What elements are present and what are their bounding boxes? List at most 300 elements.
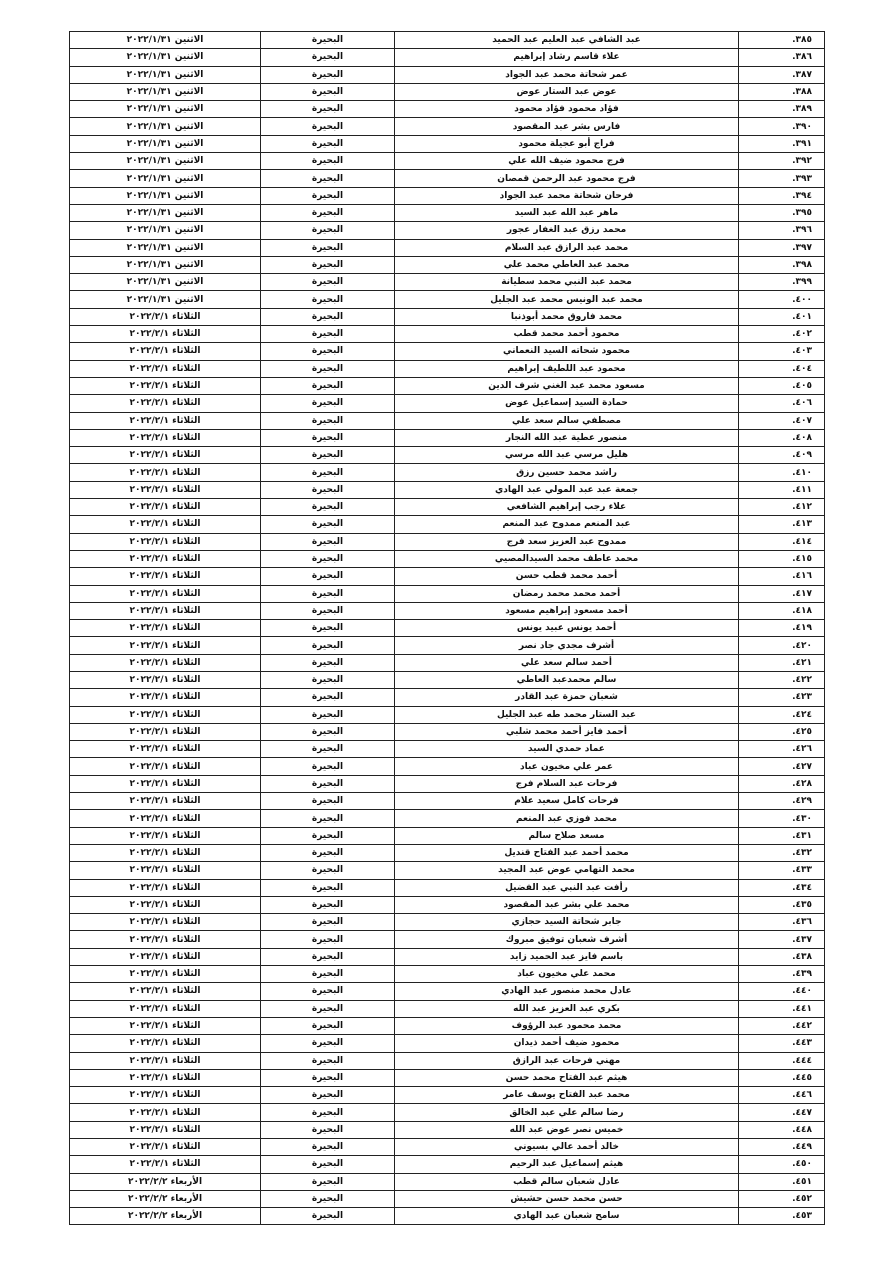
name-cell: أحمد مسعود إبراهيم مسعود [395, 602, 739, 619]
name-cell: محمد عبد العاطي محمد علي [395, 256, 739, 273]
row-number-cell: ٤١٤. [739, 533, 825, 550]
name-cell: فرج محمود عبد الرحمن قمصان [395, 170, 739, 187]
row-number-cell: ٤٠٦. [739, 395, 825, 412]
governorate-cell: البحيرة [261, 1104, 395, 1121]
table-row [70, 153, 825, 170]
name-cell: أشرف مجدي جاد نصر [395, 637, 739, 654]
row-number-cell: ٤٤٣. [739, 1035, 825, 1052]
row-number-cell: ٣٩٤. [739, 187, 825, 204]
date-cell: الثلاثاء ٢٠٢٢/٢/١ [70, 533, 261, 550]
date-cell: الثلاثاء ٢٠٢٢/٢/١ [70, 395, 261, 412]
name-cell: جابر شحاتة السيد حجازي [395, 914, 739, 931]
date-cell: الاثنين ٢٠٢٢/١/٣١ [70, 66, 261, 83]
date-cell: الثلاثاء ٢٠٢٢/٢/١ [70, 931, 261, 948]
name-cell: محمود شحاته السيد النعماني [395, 343, 739, 360]
name-cell: سالم محمدعبد العاطي [395, 671, 739, 688]
table-row [70, 135, 825, 152]
governorate-cell: البحيرة [261, 914, 395, 931]
name-cell: محمد عبد النبي محمد سطيانة [395, 274, 739, 291]
name-cell: هليل مرسي عبد الله مرسي [395, 447, 739, 464]
table-row [70, 983, 825, 1000]
governorate-cell: البحيرة [261, 1052, 395, 1069]
table-row [70, 775, 825, 792]
row-number-cell: ٤٢١. [739, 654, 825, 671]
table-row [70, 66, 825, 83]
name-cell: شعبان حمزة عبد القادر [395, 689, 739, 706]
name-cell: فرحات عبد السلام فرج [395, 775, 739, 792]
name-cell: محمد عاطف محمد السيدالمصيي [395, 550, 739, 567]
row-number-cell: ٤٢٢. [739, 671, 825, 688]
table-row [70, 239, 825, 256]
governorate-cell: البحيرة [261, 966, 395, 983]
date-cell: الثلاثاء ٢٠٢٢/٢/١ [70, 810, 261, 827]
governorate-cell: البحيرة [261, 464, 395, 481]
date-cell: الثلاثاء ٢٠٢٢/٢/١ [70, 1035, 261, 1052]
name-cell: هيثم عبد الفتاح محمد حسن [395, 1069, 739, 1086]
row-number-cell: ٤٢٩. [739, 793, 825, 810]
row-number-cell: ٣٨٨. [739, 83, 825, 100]
name-cell: فراج أبو عجيلة محمود [395, 135, 739, 152]
table-row [70, 222, 825, 239]
date-cell: الاثنين ٢٠٢٢/١/٣١ [70, 204, 261, 221]
governorate-cell: البحيرة [261, 862, 395, 879]
date-cell: الثلاثاء ٢٠٢٢/٢/١ [70, 1000, 261, 1017]
row-number-cell: ٤٢٤. [739, 706, 825, 723]
governorate-cell: البحيرة [261, 1173, 395, 1190]
date-cell: الثلاثاء ٢٠٢٢/٢/١ [70, 793, 261, 810]
row-number-cell: ٤٤٤. [739, 1052, 825, 1069]
table-row [70, 758, 825, 775]
row-number-cell: ٣٨٥. [739, 32, 825, 49]
date-cell: الاثنين ٢٠٢٢/١/٣١ [70, 222, 261, 239]
table-row [70, 274, 825, 291]
row-number-cell: ٣٨٧. [739, 66, 825, 83]
name-cell: عمر علي مخيون عباد [395, 758, 739, 775]
governorate-cell: البحيرة [261, 377, 395, 394]
table-row [70, 948, 825, 965]
governorate-cell: البحيرة [261, 499, 395, 516]
table-row [70, 793, 825, 810]
date-cell: الثلاثاء ٢٠٢٢/٢/١ [70, 412, 261, 429]
table-row [70, 32, 825, 49]
table-row [70, 896, 825, 913]
table-row [70, 343, 825, 360]
row-number-cell: ٤٣١. [739, 827, 825, 844]
date-cell: الثلاثاء ٢٠٢٢/٢/١ [70, 844, 261, 861]
governorate-cell: البحيرة [261, 135, 395, 152]
row-number-cell: ٤١١. [739, 481, 825, 498]
row-number-cell: ٤١٧. [739, 585, 825, 602]
governorate-cell: البحيرة [261, 1156, 395, 1173]
date-cell: الثلاثاء ٢٠٢٢/٢/١ [70, 896, 261, 913]
date-cell: الثلاثاء ٢٠٢٢/٢/١ [70, 1017, 261, 1034]
name-cell: أشرف شعبان توفيق مبروك [395, 931, 739, 948]
row-number-cell: ٤٢٧. [739, 758, 825, 775]
table-row [70, 931, 825, 948]
row-number-cell: ٣٨٩. [739, 101, 825, 118]
governorate-cell: البحيرة [261, 481, 395, 498]
governorate-cell: البحيرة [261, 533, 395, 550]
governorate-cell: البحيرة [261, 1087, 395, 1104]
table-row [70, 654, 825, 671]
table-row [70, 1190, 825, 1207]
name-cell: علاء قاسم رشاد إبراهيم [395, 49, 739, 66]
name-cell: أحمد فايز أحمد محمد شلبي [395, 723, 739, 740]
governorate-cell: البحيرة [261, 291, 395, 308]
table-row [70, 689, 825, 706]
table-row [70, 1017, 825, 1034]
table-row [70, 671, 825, 688]
date-cell: الثلاثاء ٢٠٢٢/٢/١ [70, 464, 261, 481]
table-row [70, 723, 825, 740]
name-cell: ماهر عبد الله عبد السيد [395, 204, 739, 221]
date-cell: الثلاثاء ٢٠٢٢/٢/١ [70, 1121, 261, 1138]
governorate-cell: البحيرة [261, 810, 395, 827]
governorate-cell: البحيرة [261, 793, 395, 810]
governorate-cell: البحيرة [261, 706, 395, 723]
row-number-cell: ٤١٩. [739, 620, 825, 637]
row-number-cell: ٤٤٧. [739, 1104, 825, 1121]
governorate-cell: البحيرة [261, 654, 395, 671]
name-cell: خميس نصر عوض عبد الله [395, 1121, 739, 1138]
table-row [70, 706, 825, 723]
name-cell: حمادة السيد إسماعيل عوض [395, 395, 739, 412]
row-number-cell: ٤٣٥. [739, 896, 825, 913]
date-cell: الثلاثاء ٢٠٢٢/٢/١ [70, 1052, 261, 1069]
table-row [70, 533, 825, 550]
date-cell: الاثنين ٢٠٢٢/١/٣١ [70, 239, 261, 256]
row-number-cell: ٤٠١. [739, 308, 825, 325]
name-cell: هيثم إسماعيل عبد الرحيم [395, 1156, 739, 1173]
governorate-cell: البحيرة [261, 1069, 395, 1086]
row-number-cell: ٤٤٦. [739, 1087, 825, 1104]
date-cell: الاثنين ٢٠٢٢/١/٣١ [70, 170, 261, 187]
records-table-body [70, 32, 825, 1225]
table-row [70, 101, 825, 118]
name-cell: محمود أحمد محمد قطب [395, 326, 739, 343]
name-cell: أحمد يونس عبيد يونس [395, 620, 739, 637]
name-cell: عمر شحاتة محمد عبد الجواد [395, 66, 739, 83]
governorate-cell: البحيرة [261, 326, 395, 343]
date-cell: الأربعاء ٢٠٢٢/٢/٢ [70, 1190, 261, 1207]
name-cell: مسعد صلاح سالم [395, 827, 739, 844]
row-number-cell: ٤٣٧. [739, 931, 825, 948]
date-cell: الثلاثاء ٢٠٢٢/٢/١ [70, 983, 261, 1000]
row-number-cell: ٤٣٠. [739, 810, 825, 827]
table-row [70, 204, 825, 221]
row-number-cell: ٤٣٢. [739, 844, 825, 861]
governorate-cell: البحيرة [261, 1000, 395, 1017]
governorate-cell: البحيرة [261, 1190, 395, 1207]
row-number-cell: ٣٩٥. [739, 204, 825, 221]
name-cell: عادل شعبان سالم قطب [395, 1173, 739, 1190]
date-cell: الأربعاء ٢٠٢٢/٢/٢ [70, 1173, 261, 1190]
table-row [70, 516, 825, 533]
name-cell: محمود ضيف أحمد ذيدان [395, 1035, 739, 1052]
row-number-cell: ٤٠٨. [739, 429, 825, 446]
document-table-container [69, 31, 824, 1225]
governorate-cell: البحيرة [261, 775, 395, 792]
name-cell: محمد فاروق محمد أبوذنبا [395, 308, 739, 325]
name-cell: أحمد محمد محمد رمضان [395, 585, 739, 602]
table-row [70, 377, 825, 394]
row-number-cell: ٤٤٨. [739, 1121, 825, 1138]
name-cell: مصطفي سالم سعد علي [395, 412, 739, 429]
table-row [70, 118, 825, 135]
date-cell: الثلاثاء ٢٠٢٢/٢/١ [70, 879, 261, 896]
name-cell: بكري عبد العزيز عبد الله [395, 1000, 739, 1017]
row-number-cell: ٤٥٣. [739, 1208, 825, 1225]
governorate-cell: البحيرة [261, 395, 395, 412]
governorate-cell: البحيرة [261, 879, 395, 896]
date-cell: الثلاثاء ٢٠٢٢/٢/١ [70, 637, 261, 654]
date-cell: الاثنين ٢٠٢٢/١/٣١ [70, 135, 261, 152]
governorate-cell: البحيرة [261, 49, 395, 66]
name-cell: عماد حمدي السيد [395, 741, 739, 758]
governorate-cell: البحيرة [261, 343, 395, 360]
date-cell: الثلاثاء ٢٠٢٢/٢/١ [70, 1139, 261, 1156]
name-cell: محمد عبد الفتاح يوسف عامر [395, 1087, 739, 1104]
table-row [70, 1000, 825, 1017]
table-row [70, 395, 825, 412]
row-number-cell: ٣٩٢. [739, 153, 825, 170]
row-number-cell: ٤٠٤. [739, 360, 825, 377]
row-number-cell: ٤٠٩. [739, 447, 825, 464]
table-row [70, 49, 825, 66]
name-cell: فارس بشر عبد المقصود [395, 118, 739, 135]
row-number-cell: ٣٩٠. [739, 118, 825, 135]
table-row [70, 602, 825, 619]
row-number-cell: ٤٠٧. [739, 412, 825, 429]
table-row [70, 966, 825, 983]
governorate-cell: البحيرة [261, 412, 395, 429]
table-row [70, 412, 825, 429]
row-number-cell: ٤١٢. [739, 499, 825, 516]
governorate-cell: البحيرة [261, 844, 395, 861]
governorate-cell: البحيرة [261, 758, 395, 775]
table-row [70, 1208, 825, 1225]
date-cell: الثلاثاء ٢٠٢٢/٢/١ [70, 723, 261, 740]
row-number-cell: ٣٩٣. [739, 170, 825, 187]
name-cell: حسن محمد حسن حشيش [395, 1190, 739, 1207]
date-cell: الثلاثاء ٢٠٢٢/٢/١ [70, 360, 261, 377]
date-cell: الاثنين ٢٠٢٢/١/٣١ [70, 32, 261, 49]
table-row [70, 585, 825, 602]
row-number-cell: ٤٣٦. [739, 914, 825, 931]
governorate-cell: البحيرة [261, 983, 395, 1000]
date-cell: الثلاثاء ٢٠٢٢/٢/١ [70, 499, 261, 516]
name-cell: محمود عبد اللطيف إبراهيم [395, 360, 739, 377]
table-row [70, 568, 825, 585]
governorate-cell: البحيرة [261, 1139, 395, 1156]
row-number-cell: ٤١٣. [739, 516, 825, 533]
name-cell: محمد محمود عبد الرؤوف [395, 1017, 739, 1034]
governorate-cell: البحيرة [261, 671, 395, 688]
table-row [70, 1069, 825, 1086]
governorate-cell: البحيرة [261, 1035, 395, 1052]
date-cell: الثلاثاء ٢٠٢٢/٢/١ [70, 308, 261, 325]
row-number-cell: ٤٢٦. [739, 741, 825, 758]
row-number-cell: ٤٥٠. [739, 1156, 825, 1173]
governorate-cell: البحيرة [261, 308, 395, 325]
table-row [70, 620, 825, 637]
date-cell: الاثنين ٢٠٢٢/١/٣١ [70, 83, 261, 100]
date-cell: الثلاثاء ٢٠٢٢/٢/١ [70, 326, 261, 343]
table-row [70, 879, 825, 896]
name-cell: مهني فرحات عبد الرازق [395, 1052, 739, 1069]
table-row [70, 827, 825, 844]
date-cell: الاثنين ٢٠٢٢/١/٣١ [70, 49, 261, 66]
row-number-cell: ٣٩٦. [739, 222, 825, 239]
table-row [70, 1087, 825, 1104]
row-number-cell: ٣٨٦. [739, 49, 825, 66]
governorate-cell: البحيرة [261, 170, 395, 187]
table-row [70, 481, 825, 498]
name-cell: أحمد محمد قطب حسن [395, 568, 739, 585]
row-number-cell: ٤٤٠. [739, 983, 825, 1000]
date-cell: الثلاثاء ٢٠٢٢/٢/١ [70, 914, 261, 931]
date-cell: الثلاثاء ٢٠٢٢/٢/١ [70, 706, 261, 723]
governorate-cell: البحيرة [261, 516, 395, 533]
date-cell: الثلاثاء ٢٠٢٢/٢/١ [70, 516, 261, 533]
date-cell: الثلاثاء ٢٠٢٢/٢/١ [70, 1069, 261, 1086]
name-cell: أحمد سالم سعد علي [395, 654, 739, 671]
governorate-cell: البحيرة [261, 429, 395, 446]
governorate-cell: البحيرة [261, 620, 395, 637]
name-cell: عبد المنعم ممدوح عبد المنعم [395, 516, 739, 533]
name-cell: محمد فوزي عبد المنعم [395, 810, 739, 827]
governorate-cell: البحيرة [261, 239, 395, 256]
row-number-cell: ٣٩١. [739, 135, 825, 152]
name-cell: راشد محمد حسين رزق [395, 464, 739, 481]
name-cell: مسعود محمد عبد الغني شرف الدين [395, 377, 739, 394]
name-cell: محمد علي مخيون عباد [395, 966, 739, 983]
row-number-cell: ٣٩٩. [739, 274, 825, 291]
date-cell: الثلاثاء ٢٠٢٢/٢/١ [70, 602, 261, 619]
governorate-cell: البحيرة [261, 204, 395, 221]
governorate-cell: البحيرة [261, 187, 395, 204]
row-number-cell: ٤٤٢. [739, 1017, 825, 1034]
name-cell: محمد عبد الرازق عبد السلام [395, 239, 739, 256]
governorate-cell: البحيرة [261, 360, 395, 377]
governorate-cell: البحيرة [261, 896, 395, 913]
date-cell: الاثنين ٢٠٢٢/١/٣١ [70, 153, 261, 170]
governorate-cell: البحيرة [261, 66, 395, 83]
date-cell: الثلاثاء ٢٠٢٢/٢/١ [70, 1087, 261, 1104]
date-cell: الثلاثاء ٢٠٢٢/٢/١ [70, 585, 261, 602]
row-number-cell: ٤٥٢. [739, 1190, 825, 1207]
table-row [70, 1104, 825, 1121]
row-number-cell: ٤٠٠. [739, 291, 825, 308]
table-row [70, 308, 825, 325]
table-row [70, 550, 825, 567]
name-cell: خالد أحمد عالي بسيوني [395, 1139, 739, 1156]
date-cell: الاثنين ٢٠٢٢/١/٣١ [70, 274, 261, 291]
date-cell: الثلاثاء ٢٠٢٢/٢/١ [70, 568, 261, 585]
table-row [70, 1173, 825, 1190]
date-cell: الثلاثاء ٢٠٢٢/٢/١ [70, 671, 261, 688]
governorate-cell: البحيرة [261, 153, 395, 170]
name-cell: ممدوح عبد العزيز سعد فرج [395, 533, 739, 550]
name-cell: محمد علي بشر عبد المقصود [395, 896, 739, 913]
governorate-cell: البحيرة [261, 948, 395, 965]
table-row [70, 844, 825, 861]
table-row [70, 1139, 825, 1156]
name-cell: محمد رزق عبد الغفار عجور [395, 222, 739, 239]
governorate-cell: البحيرة [261, 602, 395, 619]
table-row [70, 810, 825, 827]
date-cell: الثلاثاء ٢٠٢٢/٢/١ [70, 862, 261, 879]
name-cell: فرج محمود ضيف الله علي [395, 153, 739, 170]
governorate-cell: البحيرة [261, 931, 395, 948]
row-number-cell: ٤٣٣. [739, 862, 825, 879]
governorate-cell: البحيرة [261, 101, 395, 118]
governorate-cell: البحيرة [261, 1017, 395, 1034]
table-row [70, 1052, 825, 1069]
name-cell: منصور عطية عبد الله النجار [395, 429, 739, 446]
row-number-cell: ٤٠٣. [739, 343, 825, 360]
name-cell: محمد التهامي عوض عبد المجيد [395, 862, 739, 879]
name-cell: فرحات كامل سعيد علام [395, 793, 739, 810]
row-number-cell: ٤٠٥. [739, 377, 825, 394]
date-cell: الثلاثاء ٢٠٢٢/٢/١ [70, 377, 261, 394]
table-row [70, 1156, 825, 1173]
name-cell: عبد الشافي عبد العليم عبد الحميد [395, 32, 739, 49]
name-cell: عوض عبد الستار عوض [395, 83, 739, 100]
governorate-cell: البحيرة [261, 723, 395, 740]
name-cell: علاء رجب إبراهيم الشافعي [395, 499, 739, 516]
governorate-cell: البحيرة [261, 585, 395, 602]
row-number-cell: ٤٢٨. [739, 775, 825, 792]
table-row [70, 291, 825, 308]
table-row [70, 741, 825, 758]
name-cell: عبد الستار محمد طه عبد الجليل [395, 706, 739, 723]
date-cell: الاثنين ٢٠٢٢/١/٣١ [70, 187, 261, 204]
name-cell: فرحان شحاتة محمد عبد الجواد [395, 187, 739, 204]
governorate-cell: البحيرة [261, 118, 395, 135]
date-cell: الثلاثاء ٢٠٢٢/٢/١ [70, 447, 261, 464]
row-number-cell: ٤٢٠. [739, 637, 825, 654]
governorate-cell: البحيرة [261, 222, 395, 239]
name-cell: رضا سالم علي عبد الخالق [395, 1104, 739, 1121]
row-number-cell: ٤٣٩. [739, 966, 825, 983]
date-cell: الاثنين ٢٠٢٢/١/٣١ [70, 256, 261, 273]
governorate-cell: البحيرة [261, 1208, 395, 1225]
date-cell: الثلاثاء ٢٠٢٢/٢/١ [70, 481, 261, 498]
row-number-cell: ٤٤٥. [739, 1069, 825, 1086]
date-cell: الثلاثاء ٢٠٢٢/٢/١ [70, 966, 261, 983]
name-cell: باسم فايز عبد الحميد زايد [395, 948, 739, 965]
governorate-cell: البحيرة [261, 447, 395, 464]
date-cell: الاثنين ٢٠٢٢/١/٣١ [70, 101, 261, 118]
row-number-cell: ٤١٦. [739, 568, 825, 585]
row-number-cell: ٤٢٣. [739, 689, 825, 706]
date-cell: الثلاثاء ٢٠٢٢/٢/١ [70, 550, 261, 567]
date-cell: الاثنين ٢٠٢٢/١/٣١ [70, 118, 261, 135]
table-row [70, 447, 825, 464]
row-number-cell: ٤٠٢. [739, 326, 825, 343]
row-number-cell: ٤٤١. [739, 1000, 825, 1017]
row-number-cell: ٤١٠. [739, 464, 825, 481]
table-row [70, 83, 825, 100]
table-row [70, 256, 825, 273]
name-cell: سامح شعبان عبد الهادي [395, 1208, 739, 1225]
name-cell: محمد أحمد عبد الفتاح قنديل [395, 844, 739, 861]
table-row [70, 187, 825, 204]
governorate-cell: البحيرة [261, 741, 395, 758]
governorate-cell: البحيرة [261, 689, 395, 706]
date-cell: الثلاثاء ٢٠٢٢/٢/١ [70, 689, 261, 706]
